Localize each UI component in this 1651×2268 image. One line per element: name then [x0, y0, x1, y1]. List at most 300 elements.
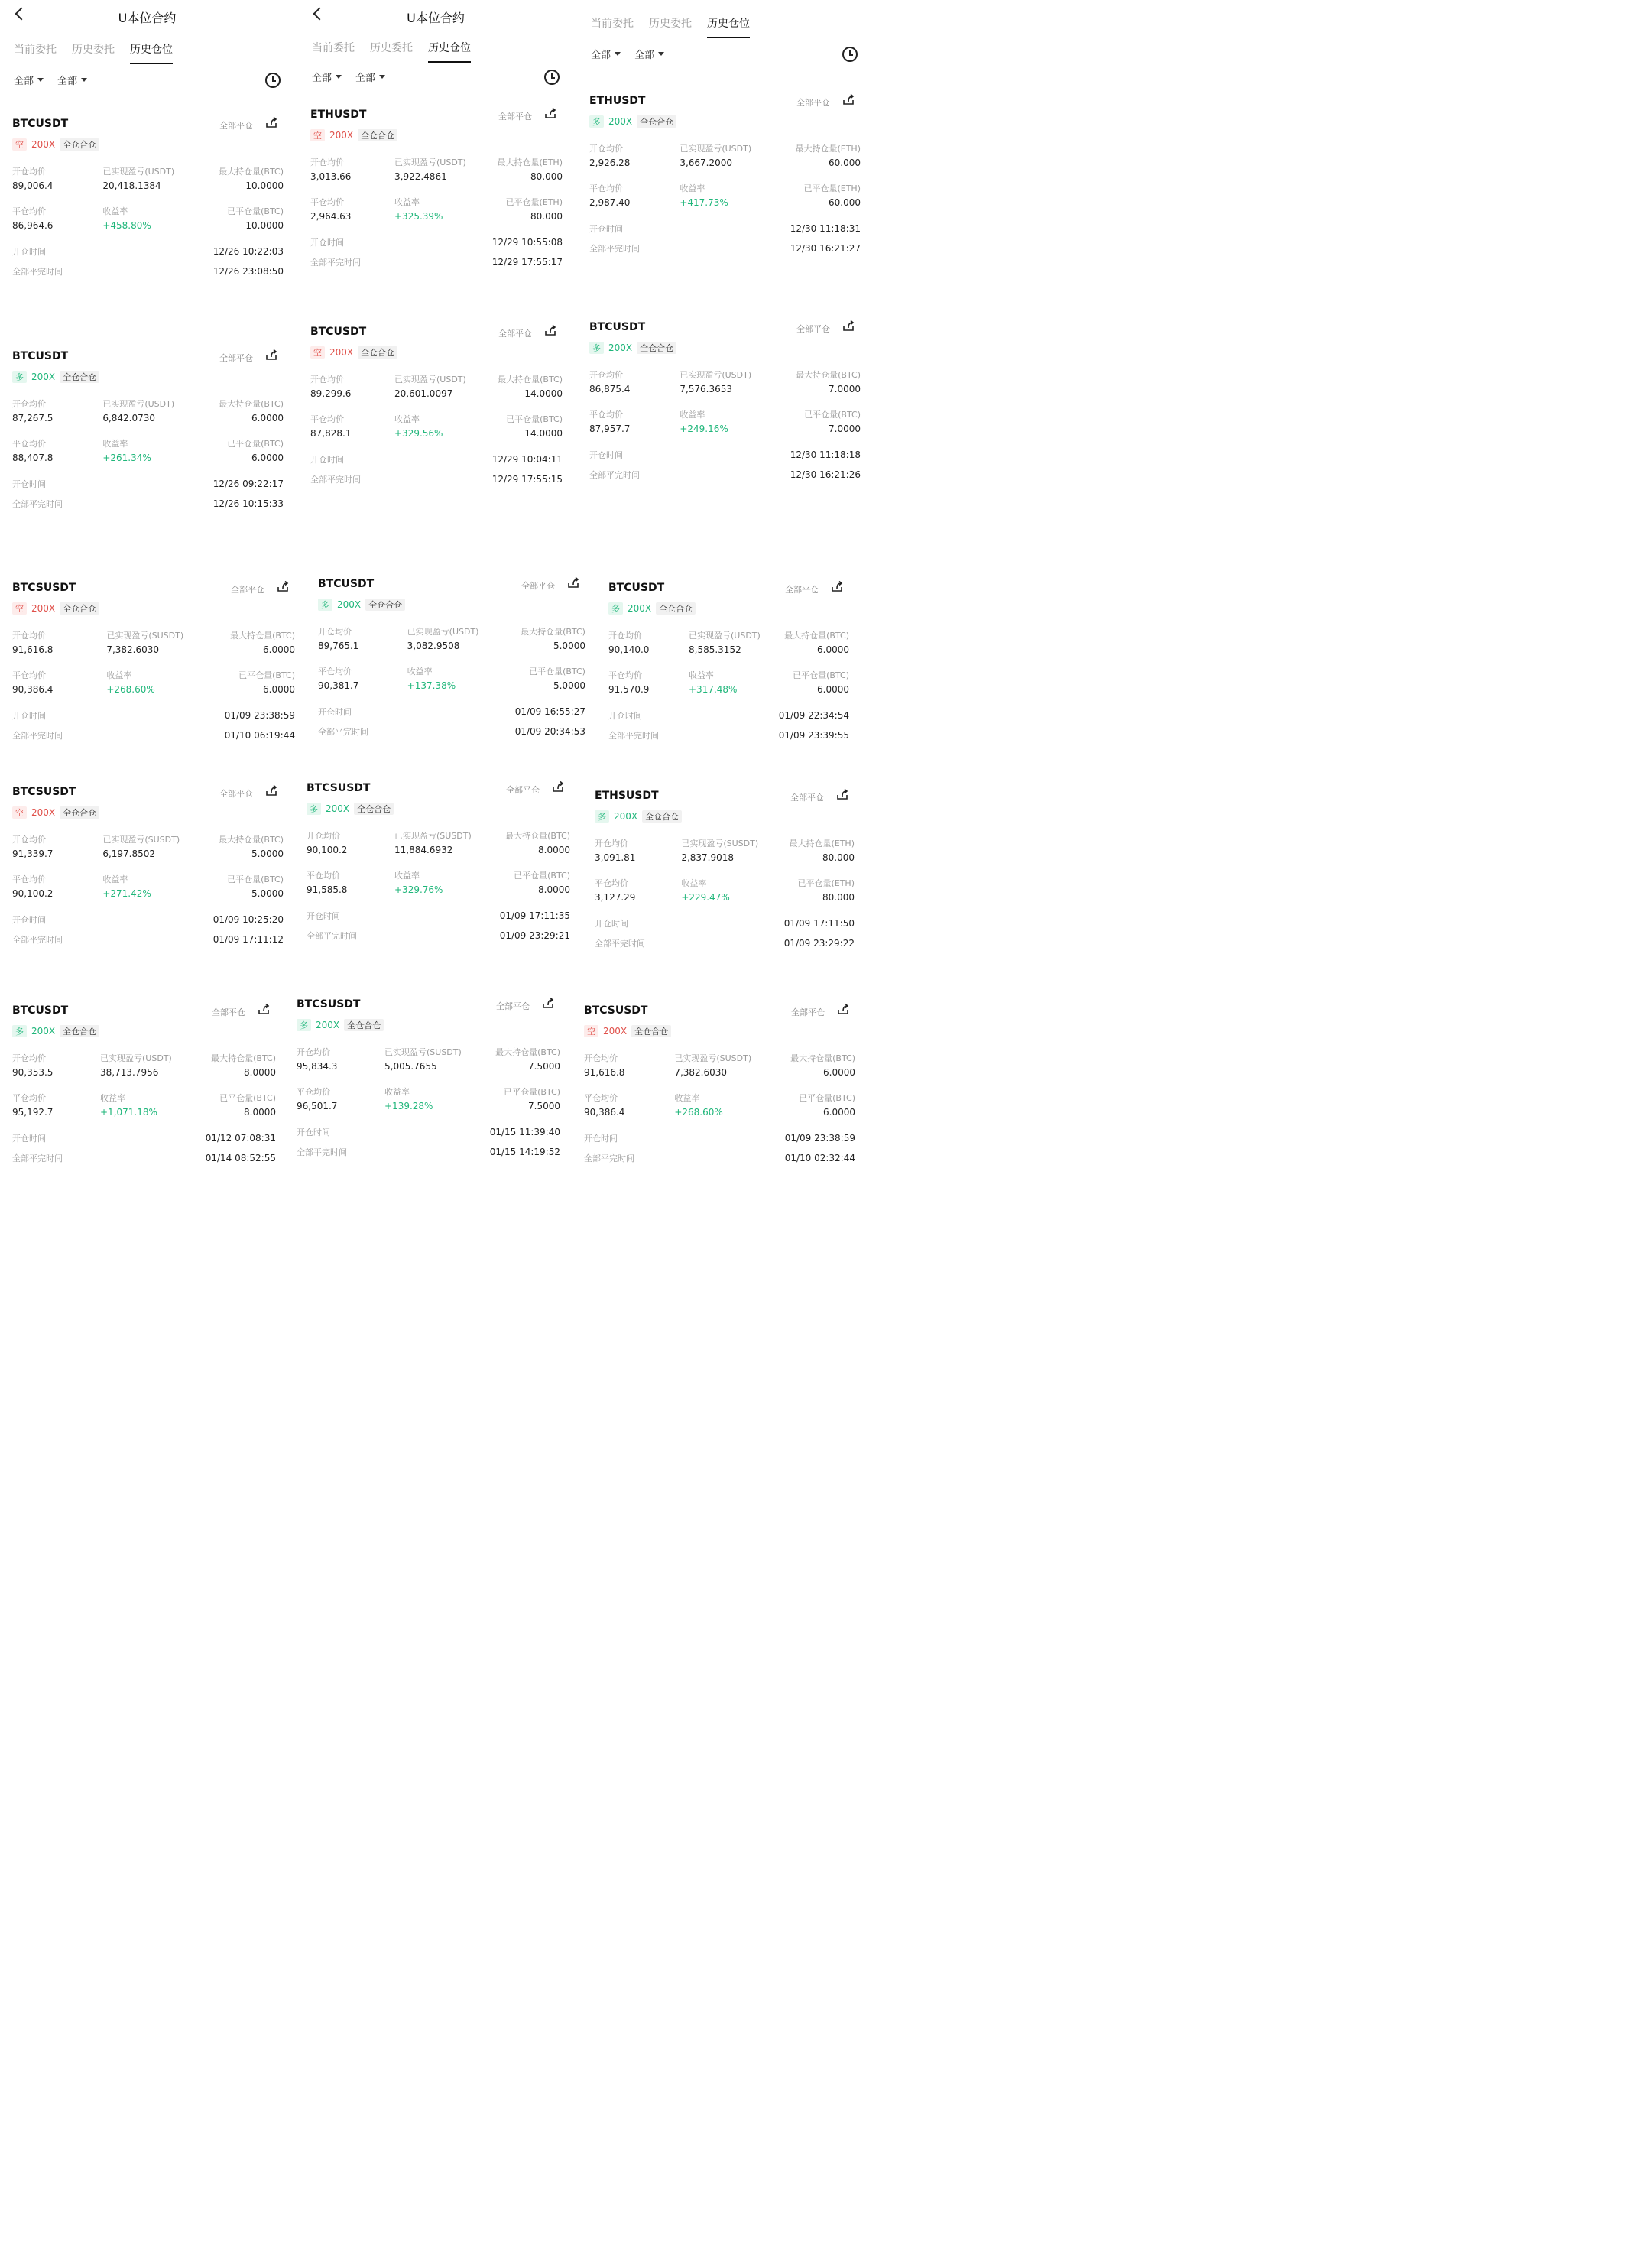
closed-qty-cell	[472, 1085, 560, 1111]
open-time-value: 01/09 23:38:59	[224, 710, 295, 721]
close-price-cell	[584, 1092, 674, 1118]
open-time-row	[297, 1122, 560, 1142]
realized-pnl-label: 已实现盈亏(USDT)	[102, 167, 175, 177]
leverage-label: 200X	[608, 342, 633, 353]
side-badge: 空	[12, 602, 27, 615]
open-price-label: 开仓均价	[595, 839, 628, 848]
closed-qty-label: 已平仓量(BTC)	[227, 874, 284, 884]
close-all-button[interactable]: 全部平仓	[219, 353, 253, 363]
open-price-value: 91,339.7	[12, 848, 54, 859]
open-time-label: 开仓时间	[12, 915, 46, 925]
max-position-value: 5.0000	[251, 848, 284, 859]
margin-mode-badge: 全仓合仓	[637, 342, 676, 354]
realized-pnl-label: 已实现盈亏(SUSDT)	[674, 1053, 752, 1063]
yield-label: 收益率	[394, 871, 420, 881]
clock-icon[interactable]	[265, 73, 281, 88]
max-position-label: 最大持仓量(BTC)	[219, 399, 284, 409]
share-icon[interactable]	[552, 780, 564, 793]
screenshot-panel-6	[596, 569, 860, 764]
filter-symbol-dropdown[interactable]	[312, 70, 342, 84]
close-all-button[interactable]: 全部平仓	[796, 98, 830, 108]
open-price-value: 89,006.4	[12, 180, 54, 191]
yield-cell	[102, 873, 193, 899]
position-stats	[310, 373, 563, 449]
close-price-cell	[297, 1085, 384, 1111]
max-position-label: 最大持仓量(BTC)	[219, 167, 284, 177]
caret-down-icon	[658, 52, 664, 56]
leverage-label: 200X	[329, 130, 354, 141]
symbol-name: BTCSUSDT	[307, 782, 371, 794]
margin-mode-badge: 全仓合仓	[60, 1025, 99, 1037]
card-header	[12, 576, 295, 599]
max-position-value: 14.0000	[524, 388, 563, 399]
close-price-value: 3,127.29	[595, 892, 636, 903]
filter-symbol-dropdown[interactable]	[591, 47, 621, 61]
close-time-label: 全部平完时间	[307, 931, 357, 941]
max-position-label: 最大持仓量(BTC)	[505, 831, 570, 841]
yield-value: +268.60%	[674, 1107, 723, 1118]
yield-label: 收益率	[674, 1093, 700, 1103]
close-price-label: 平仓均价	[297, 1087, 330, 1097]
side-badge: 多	[589, 115, 604, 128]
closed-qty-label: 已平仓量(BTC)	[219, 1093, 276, 1103]
close-price-label: 平仓均价	[310, 414, 344, 424]
closed-qty-cell	[193, 873, 284, 899]
filter-type-dropdown[interactable]	[634, 47, 664, 61]
max-position-value: 8.0000	[538, 845, 570, 855]
close-price-label: 平仓均价	[595, 878, 628, 888]
closed-qty-cell	[193, 205, 284, 231]
max-position-cell	[482, 829, 570, 855]
open-time-label: 开仓时间	[584, 1134, 618, 1144]
tab-order-history[interactable]: 历史委托	[72, 44, 115, 56]
max-position-cell	[768, 837, 855, 863]
max-position-label: 最大持仓量(BTC)	[219, 835, 284, 845]
close-time-row	[12, 261, 284, 281]
realized-pnl-label: 已实现盈亏(SUSDT)	[384, 1047, 462, 1057]
close-price-label: 平仓均价	[12, 670, 46, 680]
open-time-label: 开仓时间	[589, 450, 623, 460]
realized-pnl-cell	[384, 1046, 472, 1072]
side-badge: 多	[307, 803, 321, 815]
tab-bar	[0, 34, 294, 64]
yield-cell	[680, 182, 770, 208]
realized-pnl-value: 8,585.3152	[689, 644, 741, 655]
margin-mode-badge: 全仓合仓	[60, 806, 99, 819]
yield-value: +261.34%	[102, 453, 151, 463]
clock-icon[interactable]	[842, 47, 858, 62]
leverage-label: 200X	[628, 603, 652, 614]
open-price-value: 91,616.8	[584, 1067, 625, 1078]
margin-mode-badge: 全仓合仓	[642, 810, 682, 823]
close-time-row	[589, 238, 861, 258]
symbol-name: ETHUSDT	[589, 95, 646, 107]
symbol-name: ETHSUSDT	[595, 790, 659, 802]
open-price-label: 开仓均价	[589, 144, 623, 154]
realized-pnl-label: 已实现盈亏(USDT)	[394, 157, 466, 167]
margin-mode-badge: 全仓合仓	[60, 602, 99, 615]
max-position-label: 最大持仓量(ETH)	[497, 157, 563, 167]
share-icon[interactable]	[544, 107, 556, 119]
realized-pnl-cell	[102, 833, 193, 859]
side-badge: 多	[297, 1019, 311, 1031]
close-all-button[interactable]: 全部平仓	[790, 793, 824, 803]
realized-pnl-label: 已实现盈亏(USDT)	[680, 144, 752, 154]
tab-position-history[interactable]: 历史仓位	[707, 11, 750, 35]
filter-type-dropdown[interactable]	[57, 73, 87, 87]
side-badge: 多	[318, 599, 332, 611]
realized-pnl-cell	[102, 397, 193, 423]
side-badge: 空	[584, 1025, 598, 1037]
open-time-row	[584, 1128, 855, 1148]
yield-value: +329.76%	[394, 884, 443, 895]
close-price-value: 96,501.7	[297, 1101, 338, 1111]
close-all-button[interactable]: 全部平仓	[219, 121, 253, 131]
margin-mode-badge: 全仓合仓	[365, 599, 405, 611]
close-time-label: 全部平完时间	[310, 258, 361, 268]
closed-qty-label: 已平仓量(ETH)	[797, 878, 855, 888]
close-time-value: 01/09 20:34:53	[514, 726, 585, 737]
max-position-value: 60.000	[829, 157, 861, 168]
position-stats	[589, 142, 861, 219]
card-header	[589, 315, 861, 338]
leverage-label: 200X	[31, 139, 56, 150]
realized-pnl-value: 20,418.1384	[102, 180, 161, 191]
tab-position-history[interactable]: 历史仓位	[428, 35, 471, 60]
max-position-value: 80.000	[530, 171, 563, 182]
closed-qty-value: 6.0000	[823, 1107, 855, 1118]
share-icon[interactable]	[277, 580, 289, 592]
position-stats	[310, 156, 563, 232]
closed-qty-value: 14.0000	[524, 428, 563, 439]
open-price-label: 开仓均价	[297, 1047, 330, 1057]
close-all-button[interactable]: 全部平仓	[796, 324, 830, 334]
filter-bar	[577, 38, 871, 69]
close-all-button[interactable]: 全部平仓	[785, 585, 819, 595]
max-position-value: 6.0000	[251, 413, 284, 423]
clock-icon[interactable]	[544, 70, 560, 85]
yield-label: 收益率	[100, 1093, 125, 1103]
close-price-cell	[12, 873, 102, 899]
share-icon[interactable]	[265, 116, 277, 128]
closed-qty-cell	[188, 1092, 276, 1118]
share-icon[interactable]	[542, 997, 554, 1009]
yield-cell	[689, 669, 769, 695]
close-time-value: 12/29 17:55:17	[491, 257, 563, 268]
max-position-cell	[478, 373, 563, 399]
open-time-value: 12/26 09:22:17	[212, 479, 284, 489]
open-time-row	[595, 913, 855, 933]
tab-position-history[interactable]: 历史仓位	[130, 37, 173, 61]
leverage-label: 200X	[608, 116, 633, 127]
card-header	[12, 112, 284, 135]
open-time-label: 开仓时间	[12, 711, 46, 721]
closed-qty-label: 已平仓量(BTC)	[238, 670, 295, 680]
position-card	[577, 89, 871, 295]
max-position-cell	[193, 833, 284, 859]
closed-qty-label: 已平仓量(BTC)	[514, 871, 570, 881]
max-position-cell	[496, 625, 585, 651]
close-time-value: 12/26 10:15:33	[212, 498, 284, 509]
side-badge: 多	[589, 342, 604, 354]
yield-label: 收益率	[689, 670, 714, 680]
realized-pnl-cell	[680, 142, 770, 168]
realized-pnl-value: 3,082.9508	[407, 641, 460, 651]
share-icon[interactable]	[567, 576, 579, 589]
closed-qty-label: 已平仓量(BTC)	[793, 670, 849, 680]
close-price-cell	[307, 869, 394, 895]
share-icon[interactable]	[258, 1003, 270, 1015]
close-time-value: 12/26 23:08:50	[212, 266, 284, 277]
realized-pnl-cell	[106, 629, 200, 655]
max-position-value: 5.0000	[553, 641, 585, 651]
position-tags	[584, 1021, 855, 1041]
open-time-label: 开仓时间	[589, 224, 623, 234]
yield-value: +249.16%	[680, 423, 728, 434]
closed-qty-value: 80.000	[530, 211, 563, 222]
close-price-cell	[310, 196, 394, 222]
open-time-row	[12, 706, 295, 725]
leverage-label: 200X	[603, 1026, 628, 1037]
realized-pnl-value: 38,713.7956	[100, 1067, 159, 1078]
open-price-value: 91,616.8	[12, 644, 54, 655]
screenshot-panel-11	[284, 988, 571, 1190]
screenshot-panel-8	[294, 768, 581, 971]
realized-pnl-value: 6,842.0730	[102, 413, 156, 423]
yield-label: 收益率	[394, 197, 420, 207]
open-price-value: 90,353.5	[12, 1067, 54, 1078]
leverage-label: 200X	[329, 347, 354, 358]
close-price-label: 平仓均价	[307, 871, 340, 881]
open-time-value: 01/12 07:08:31	[205, 1133, 276, 1144]
yield-cell	[674, 1092, 764, 1118]
tab-order-history[interactable]: 历史委托	[649, 18, 692, 30]
close-time-label: 全部平完时间	[584, 1153, 634, 1163]
max-position-cell	[770, 368, 861, 394]
open-price-cell	[310, 373, 394, 399]
tab-current-orders[interactable]: 当前委托	[591, 18, 634, 30]
filter-type-label: 全部	[634, 49, 655, 61]
open-time-value: 01/09 16:55:27	[514, 706, 585, 717]
closed-qty-cell	[478, 413, 563, 439]
position-tags	[608, 599, 849, 618]
open-time-value: 12/26 10:22:03	[212, 246, 284, 257]
max-position-label: 最大持仓量(BTC)	[796, 370, 861, 380]
position-tags	[310, 125, 563, 145]
open-time-value: 12/30 11:18:31	[790, 223, 861, 234]
position-tags	[12, 135, 284, 154]
position-tags	[12, 803, 284, 823]
realized-pnl-value: 7,382.6030	[674, 1067, 728, 1078]
close-time-value: 01/09 23:39:55	[778, 730, 849, 741]
closed-qty-label: 已平仓量(BTC)	[804, 410, 861, 420]
position-card	[0, 780, 294, 949]
close-time-row	[307, 926, 570, 946]
close-price-cell	[12, 205, 102, 231]
leverage-label: 200X	[337, 599, 362, 610]
nav-bar	[298, 0, 573, 34]
max-position-cell	[188, 1052, 276, 1078]
open-price-label: 开仓均价	[12, 1053, 46, 1063]
yield-label: 收益率	[102, 206, 128, 216]
tab-order-history[interactable]: 历史委托	[370, 42, 413, 54]
position-card	[596, 576, 860, 745]
close-all-button[interactable]: 全部平仓	[791, 1007, 825, 1017]
close-price-label: 平仓均价	[589, 183, 623, 193]
close-price-cell	[318, 665, 407, 691]
symbol-name: BTCUSDT	[12, 350, 69, 362]
position-card	[284, 992, 571, 1162]
closed-qty-value: 7.0000	[829, 423, 861, 434]
close-price-label: 平仓均价	[608, 670, 642, 680]
realized-pnl-label: 已实现盈亏(USDT)	[680, 370, 752, 380]
share-icon[interactable]	[836, 788, 848, 800]
tab-current-orders[interactable]: 当前委托	[14, 44, 57, 56]
share-icon[interactable]	[265, 349, 277, 361]
side-badge: 多	[608, 602, 623, 615]
realized-pnl-label: 已实现盈亏(SUSDT)	[681, 839, 759, 848]
close-all-button[interactable]: 全部平仓	[498, 329, 532, 339]
open-price-value: 3,091.81	[595, 852, 636, 863]
position-tags	[310, 342, 563, 362]
yield-label: 收益率	[680, 183, 705, 193]
share-icon[interactable]	[544, 324, 556, 336]
yield-cell	[102, 437, 193, 463]
yield-cell	[407, 665, 497, 691]
open-time-row	[310, 449, 563, 469]
close-price-cell	[589, 408, 680, 434]
max-position-cell	[765, 1052, 855, 1078]
share-icon[interactable]	[837, 1003, 849, 1015]
open-price-cell	[12, 1052, 100, 1078]
yield-cell	[394, 196, 478, 222]
open-time-row	[12, 1128, 276, 1148]
yield-cell	[384, 1085, 472, 1111]
open-price-cell	[318, 625, 407, 651]
filter-type-dropdown[interactable]	[355, 70, 385, 84]
close-time-label: 全部平完时间	[589, 244, 640, 254]
close-price-value: 90,386.4	[12, 684, 54, 695]
tab-current-orders[interactable]: 当前委托	[312, 42, 355, 54]
screenshot-panel-5	[306, 566, 596, 764]
close-time-label: 全部平完时间	[608, 731, 659, 741]
screenshot-panel-1	[0, 0, 294, 562]
realized-pnl-label: 已实现盈亏(USDT)	[407, 627, 479, 637]
open-time-label: 开仓时间	[318, 707, 352, 717]
position-card	[0, 576, 306, 745]
close-time-row	[584, 1148, 855, 1168]
symbol-name: ETHUSDT	[310, 109, 367, 121]
open-price-value: 2,926.28	[589, 157, 631, 168]
margin-mode-badge: 全仓合仓	[354, 803, 394, 815]
symbol-name: BTCUSDT	[318, 578, 375, 590]
yield-value: +137.38%	[407, 680, 456, 691]
close-time-label: 全部平完时间	[12, 1153, 63, 1163]
position-stats	[589, 368, 861, 445]
close-price-label: 平仓均价	[310, 197, 344, 207]
side-badge: 多	[595, 810, 609, 823]
open-price-value: 90,140.0	[608, 644, 650, 655]
share-icon[interactable]	[265, 784, 277, 797]
filter-type-label: 全部	[355, 72, 376, 84]
max-position-cell	[769, 629, 849, 655]
open-time-row	[12, 910, 284, 930]
closed-qty-label: 已平仓量(ETH)	[505, 197, 563, 207]
screenshot-panel-12	[572, 994, 866, 1192]
filter-symbol-dropdown[interactable]	[14, 73, 44, 87]
symbol-name: BTCSUSDT	[12, 582, 76, 594]
filter-bar	[0, 64, 294, 95]
position-card	[582, 784, 865, 953]
leverage-label: 200X	[326, 803, 350, 814]
close-price-value: 86,964.6	[12, 220, 54, 231]
position-tags	[318, 595, 585, 615]
realized-pnl-value: 7,382.6030	[106, 644, 160, 655]
share-icon[interactable]	[831, 580, 843, 592]
close-all-button[interactable]: 全部平仓	[219, 789, 253, 799]
close-all-button[interactable]: 全部平仓	[496, 1001, 530, 1011]
close-price-value: 90,100.2	[12, 888, 54, 899]
close-all-button[interactable]: 全部平仓	[231, 585, 264, 595]
share-icon[interactable]	[842, 320, 855, 332]
card-header	[595, 784, 855, 806]
close-price-cell	[589, 182, 680, 208]
close-all-button[interactable]: 全部平仓	[521, 581, 555, 591]
open-price-cell	[12, 397, 102, 423]
close-all-button[interactable]: 全部平仓	[212, 1007, 245, 1017]
open-time-label: 开仓时间	[307, 911, 340, 921]
symbol-name: BTCSUSDT	[12, 786, 76, 798]
open-time-value: 01/09 23:38:59	[784, 1133, 855, 1144]
close-all-button[interactable]: 全部平仓	[506, 785, 540, 795]
close-price-value: 91,570.9	[608, 684, 650, 695]
open-price-label: 开仓均价	[318, 627, 352, 637]
open-price-cell	[12, 165, 102, 191]
open-time-row	[12, 242, 284, 261]
open-price-value: 89,765.1	[318, 641, 359, 651]
open-price-cell	[589, 368, 680, 394]
max-position-value: 80.000	[822, 852, 855, 863]
screenshot-panel-2	[298, 0, 573, 562]
realized-pnl-label: 已实现盈亏(USDT)	[100, 1053, 172, 1063]
close-all-button[interactable]: 全部平仓	[498, 112, 532, 122]
share-icon[interactable]	[842, 93, 855, 105]
realized-pnl-label: 已实现盈亏(USDT)	[394, 375, 466, 384]
symbol-name: BTCSUSDT	[297, 998, 361, 1011]
open-price-label: 开仓均价	[584, 1053, 618, 1063]
caret-down-icon	[81, 78, 87, 82]
open-time-value: 01/09 17:11:50	[783, 918, 855, 929]
close-time-row	[12, 494, 284, 514]
max-position-cell	[472, 1046, 560, 1072]
closed-qty-value: 5.0000	[251, 888, 284, 899]
realized-pnl-value: 3,922.4861	[394, 171, 447, 182]
max-position-label: 最大持仓量(BTC)	[521, 627, 585, 637]
position-stats	[307, 829, 570, 906]
open-time-row	[608, 706, 849, 725]
card-header	[12, 344, 284, 367]
open-price-value: 89,299.6	[310, 388, 352, 399]
close-price-label: 平仓均价	[318, 667, 352, 677]
open-price-cell	[297, 1046, 384, 1072]
closed-qty-label: 已平仓量(BTC)	[799, 1093, 855, 1103]
close-time-value: 01/15 14:19:52	[489, 1147, 560, 1157]
open-time-row	[589, 219, 861, 238]
open-price-label: 开仓均价	[310, 157, 344, 167]
max-position-label: 最大持仓量(ETH)	[795, 144, 861, 154]
open-time-label: 开仓时间	[297, 1128, 330, 1137]
leverage-label: 200X	[31, 807, 56, 818]
